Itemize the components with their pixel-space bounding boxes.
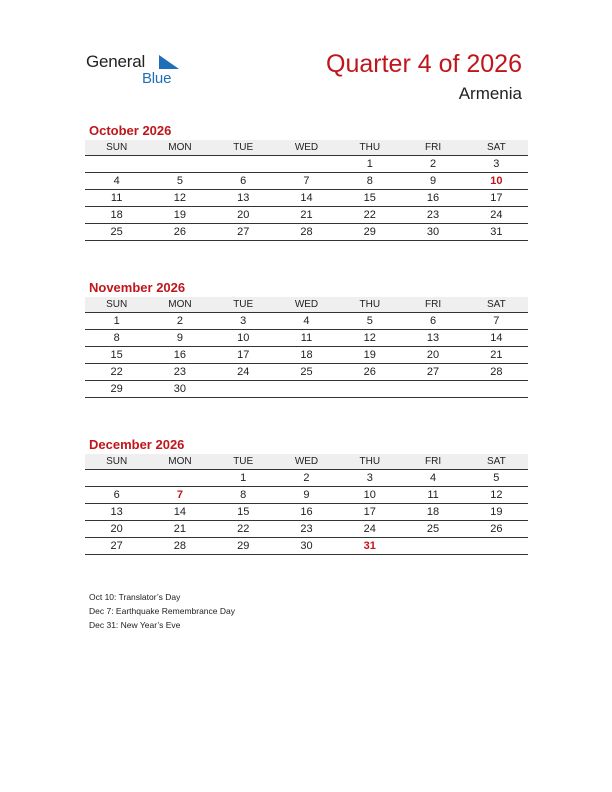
day-cell: 29 <box>110 383 123 395</box>
day-cell: 10 <box>363 489 376 501</box>
day-cell: 18 <box>110 209 123 221</box>
holiday-day-cell: 31 <box>363 540 376 552</box>
day-cell: 2 <box>303 472 310 484</box>
month-calendar <box>85 122 528 241</box>
day-cell: 23 <box>173 366 187 378</box>
weekday-label: TUE <box>233 299 254 310</box>
day-cell: 3 <box>240 315 247 327</box>
day-cell: 18 <box>300 349 313 361</box>
day-cell: 8 <box>113 332 120 344</box>
day-cell: 28 <box>490 366 503 378</box>
day-cell: 12 <box>173 192 187 204</box>
day-cell <box>465 381 528 397</box>
day-cell: 5 <box>176 175 183 187</box>
day-cell: 1 <box>113 315 120 327</box>
logo-text-blue: Blue <box>142 70 172 87</box>
holiday-day-cell: 10 <box>490 175 503 187</box>
weekday-label: SAT <box>486 299 506 310</box>
day-cell: 24 <box>490 209 503 221</box>
weekday-label: TUE <box>233 142 254 153</box>
day-cell <box>465 538 528 554</box>
day-cell <box>275 156 338 172</box>
day-cell: 13 <box>237 192 250 204</box>
day-cell: 22 <box>110 366 123 378</box>
week-row <box>85 173 528 190</box>
day-cell: 21 <box>490 349 503 361</box>
day-cell: 19 <box>490 506 503 518</box>
day-cell: 5 <box>493 472 500 484</box>
day-cell: 5 <box>366 315 373 327</box>
weekday-label: SAT <box>486 142 506 153</box>
day-cell <box>212 381 275 397</box>
day-cell: 25 <box>300 366 313 378</box>
day-cell: 30 <box>300 540 313 552</box>
day-cell: 25 <box>110 226 123 238</box>
day-cell: 8 <box>366 175 373 187</box>
day-cell: 26 <box>363 366 376 378</box>
day-cell: 1 <box>240 472 247 484</box>
week-row <box>85 224 528 241</box>
month-title: December 2026 <box>89 437 185 452</box>
day-cell: 17 <box>490 192 503 204</box>
day-cell: 21 <box>173 523 187 535</box>
day-cell: 24 <box>237 366 250 378</box>
day-cell: 2 <box>176 315 183 327</box>
day-cell: 16 <box>426 192 440 204</box>
day-cell: 18 <box>426 506 440 518</box>
day-cell: 9 <box>303 489 310 501</box>
day-cell: 10 <box>237 332 250 344</box>
day-cell: 27 <box>237 226 250 238</box>
day-cell <box>401 381 464 397</box>
day-cell <box>275 381 338 397</box>
weekday-label: MON <box>168 299 192 310</box>
day-cell: 26 <box>490 523 503 535</box>
weekday-label: THU <box>359 456 381 467</box>
day-cell: 3 <box>493 158 500 170</box>
day-cell: 7 <box>303 175 310 187</box>
day-cell: 13 <box>426 332 440 344</box>
day-cell <box>148 470 211 486</box>
day-cell: 27 <box>110 540 123 552</box>
week-row <box>85 190 528 207</box>
weekday-label: MON <box>168 456 192 467</box>
week-row <box>85 347 528 364</box>
holiday-note: Dec 31: New Year’s Eve <box>89 620 181 630</box>
day-cell: 16 <box>300 506 313 518</box>
week-row <box>85 487 528 504</box>
weekday-label: FRI <box>424 142 442 153</box>
day-cell: 29 <box>363 226 376 238</box>
day-cell: 30 <box>173 383 187 395</box>
day-cell: 14 <box>490 332 503 344</box>
day-cell: 20 <box>110 523 123 535</box>
day-cell: 1 <box>366 158 373 170</box>
day-cell: 7 <box>493 315 500 327</box>
week-row <box>85 504 528 521</box>
weekday-label: SUN <box>106 299 128 310</box>
weekday-label: WED <box>294 456 319 467</box>
day-cell: 19 <box>173 209 187 221</box>
day-cell: 6 <box>113 489 120 501</box>
weekday-label: SUN <box>106 142 128 153</box>
country-name: Armenia <box>458 84 522 103</box>
day-cell <box>85 470 148 486</box>
weekday-header-row <box>85 297 528 313</box>
day-cell <box>338 381 401 397</box>
weekday-label: MON <box>168 142 192 153</box>
day-cell: 17 <box>237 349 250 361</box>
day-cell: 28 <box>300 226 313 238</box>
day-cell: 23 <box>426 209 440 221</box>
weekday-label: THU <box>359 299 381 310</box>
day-cell: 23 <box>300 523 313 535</box>
page-title: Quarter 4 of 2026 <box>326 50 522 78</box>
week-row <box>85 381 528 398</box>
weekday-header-row <box>85 140 528 156</box>
day-cell: 11 <box>427 489 439 501</box>
day-cell: 12 <box>490 489 503 501</box>
day-cell: 15 <box>363 192 376 204</box>
day-cell <box>85 156 148 172</box>
day-cell: 4 <box>303 315 310 327</box>
day-cell: 31 <box>490 226 503 238</box>
week-row <box>85 156 528 173</box>
day-cell: 14 <box>300 192 313 204</box>
day-cell: 27 <box>426 366 440 378</box>
day-cell <box>212 156 275 172</box>
day-cell: 21 <box>300 209 313 221</box>
logo-text-general: General <box>86 52 146 71</box>
weekday-label: SAT <box>486 456 506 467</box>
day-cell: 8 <box>240 489 247 501</box>
day-cell: 2 <box>429 158 437 170</box>
day-cell: 29 <box>237 540 250 552</box>
month-calendar <box>85 279 528 398</box>
day-cell: 9 <box>429 175 437 187</box>
day-cell: 15 <box>110 349 123 361</box>
day-cell: 6 <box>429 315 437 327</box>
day-cell: 13 <box>110 506 123 518</box>
week-row <box>85 538 528 555</box>
month-calendar <box>85 436 528 555</box>
day-cell <box>148 156 211 172</box>
day-cell: 28 <box>173 540 187 552</box>
week-row <box>85 313 528 330</box>
day-cell: 4 <box>113 175 120 187</box>
weekday-header-row <box>85 454 528 470</box>
day-cell: 6 <box>240 175 247 187</box>
day-cell: 22 <box>237 523 250 535</box>
day-cell: 25 <box>426 523 440 535</box>
weekday-label: THU <box>359 142 381 153</box>
weekday-label: SUN <box>106 456 128 467</box>
day-cell: 11 <box>300 332 313 344</box>
day-cell: 14 <box>173 506 187 518</box>
week-row <box>85 330 528 347</box>
holiday-note: Oct 10: Translator’s Day <box>89 592 181 602</box>
week-row <box>85 207 528 224</box>
weekday-label: FRI <box>424 456 442 467</box>
day-cell: 3 <box>366 472 373 484</box>
week-row <box>85 521 528 538</box>
holiday-note: Dec 7: Earthquake Remembrance Day <box>89 606 235 616</box>
weekday-label: TUE <box>233 456 254 467</box>
day-cell: 17 <box>363 506 376 518</box>
day-cell: 11 <box>110 192 123 204</box>
day-cell: 12 <box>363 332 376 344</box>
week-row <box>85 470 528 487</box>
day-cell: 20 <box>237 209 250 221</box>
weekday-label: FRI <box>424 299 442 310</box>
day-cell: 30 <box>426 226 440 238</box>
day-cell: 20 <box>426 349 440 361</box>
month-title: October 2026 <box>89 123 172 138</box>
day-cell: 16 <box>173 349 187 361</box>
weekday-label: WED <box>294 142 319 153</box>
day-cell: 4 <box>429 472 437 484</box>
day-cell: 19 <box>363 349 376 361</box>
day-cell: 15 <box>237 506 250 518</box>
holiday-day-cell: 7 <box>176 489 183 501</box>
day-cell: 9 <box>176 332 183 344</box>
logo-triangle-icon <box>159 55 179 69</box>
holiday-notes <box>89 590 235 632</box>
month-title: November 2026 <box>89 280 186 295</box>
day-cell: 24 <box>363 523 376 535</box>
day-cell <box>401 538 464 554</box>
weekday-label: WED <box>294 299 319 310</box>
generalblue-logo <box>86 52 186 88</box>
week-row <box>85 364 528 381</box>
day-cell: 26 <box>173 226 187 238</box>
day-cell: 22 <box>363 209 376 221</box>
